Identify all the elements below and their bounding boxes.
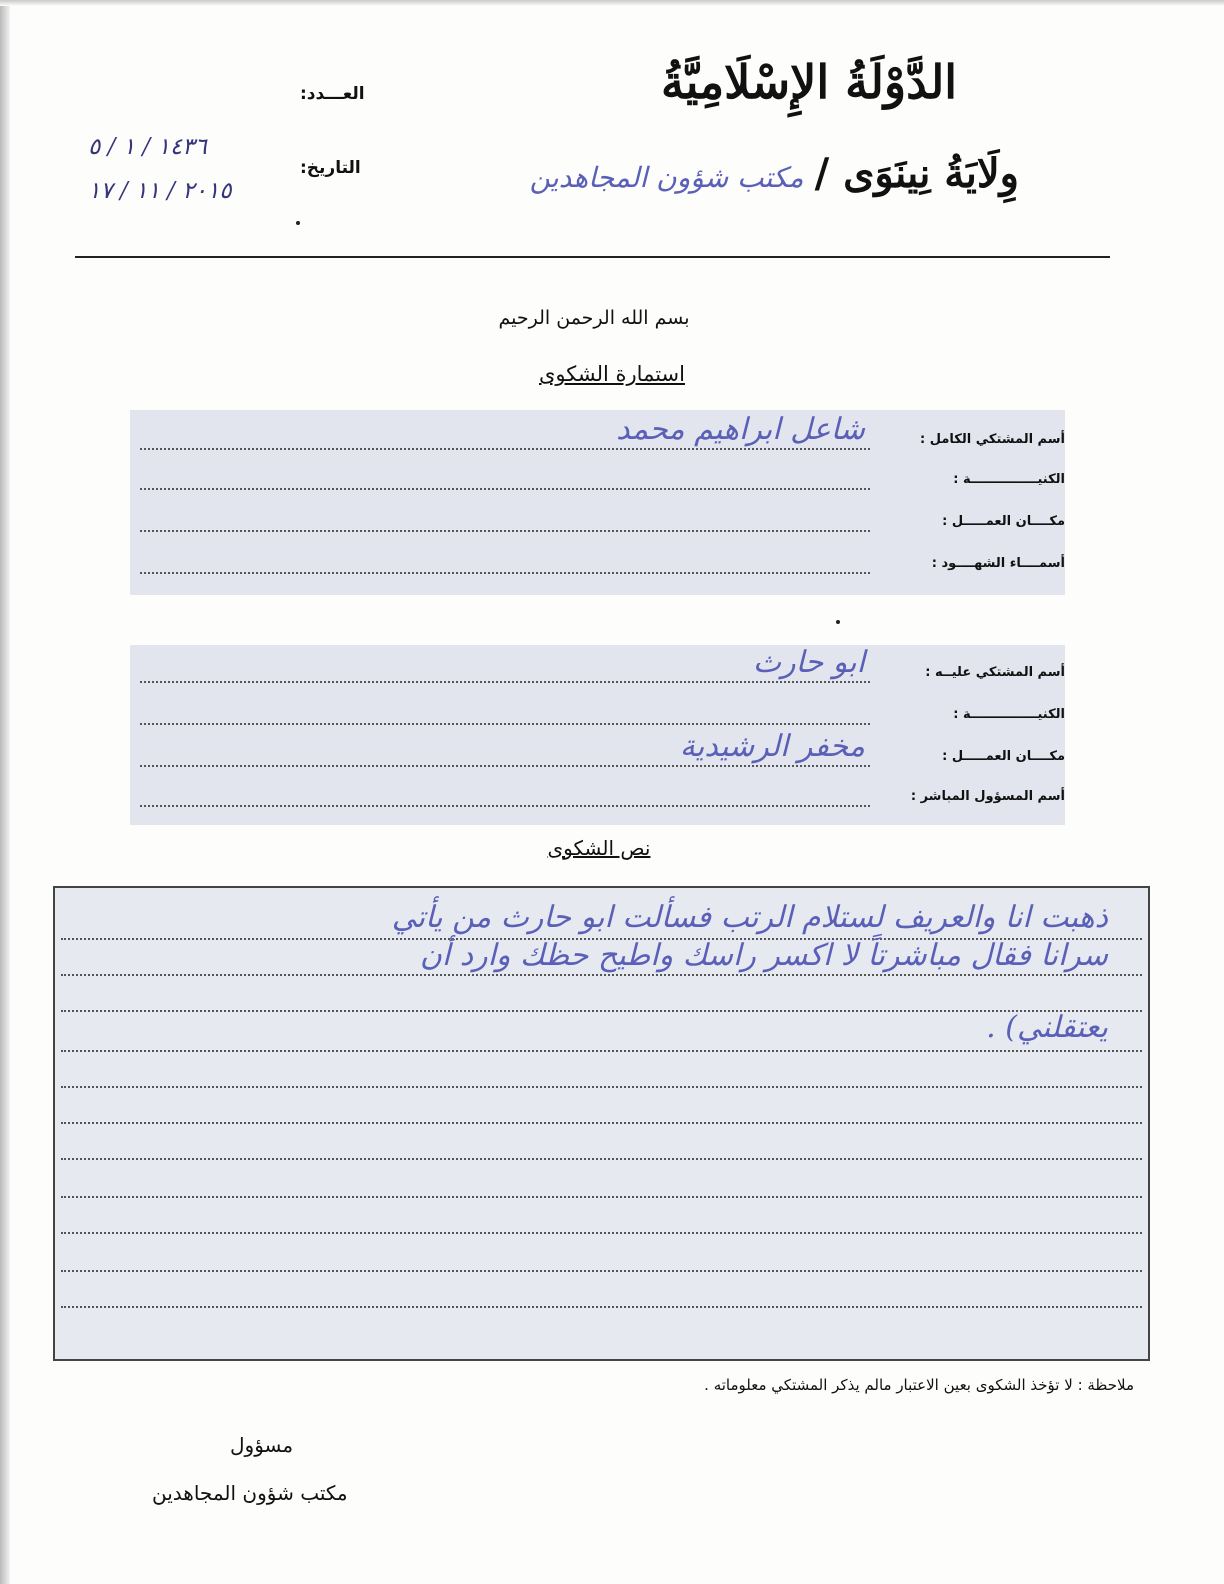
- dotted-line: [140, 448, 870, 450]
- field-label: أسم المشتكي عليــه :: [925, 665, 1065, 680]
- ink-dot: [836, 620, 840, 624]
- field-label: الكنيـــــــــــــــة :: [953, 707, 1065, 722]
- field-value: ابو حارث: [752, 645, 865, 680]
- scan-edge: [0, 0, 10, 1584]
- signature-title: مسؤول: [230, 1433, 294, 1457]
- complainant-workplace-field[interactable]: [130, 508, 1065, 538]
- province-line: [499, 150, 1019, 197]
- complaint-line: يعتقلني) .: [986, 1010, 1108, 1045]
- header-divider: [75, 256, 1110, 258]
- note: ملاحظة : لا تؤخذ الشكوى بعين الاعتبار مالم يذكر المشتكي معلوماته .: [704, 1376, 1134, 1394]
- complaint-line: ذهبت انا والعريف لستلام الرتب فسألت ابو حارث من يأتي: [391, 900, 1108, 935]
- province-name: وِلَايَةُ نِينَوَى /: [814, 150, 1019, 197]
- field-label: أسمــــاء الشهــــود :: [931, 556, 1065, 571]
- ruled-line: [61, 1306, 1142, 1308]
- basmala: بسم الله الرحمن الرحيم: [498, 307, 690, 329]
- date-gregorian: ٢٠١٥ / ١١ / ١٧: [88, 178, 232, 204]
- dotted-line: [140, 681, 870, 683]
- field-label: مكــــان العمـــــل :: [942, 514, 1065, 529]
- field-label: مكــــان العمـــــل :: [942, 749, 1065, 764]
- ruled-line: [61, 1050, 1142, 1052]
- dotted-line: [140, 765, 870, 767]
- dotted-line: [140, 805, 870, 807]
- defendant-workplace-field[interactable]: [130, 729, 1065, 773]
- complainant-name-field[interactable]: [130, 412, 1065, 456]
- complaint-text-box[interactable]: [53, 886, 1150, 1361]
- signature-office: مكتب شؤون المجاهدين: [152, 1481, 348, 1505]
- complainant-nickname-field[interactable]: [130, 466, 1065, 496]
- date-hijri: ١٤٣٦ / ١ / ٥: [88, 134, 207, 160]
- date-label: التاريخ:: [300, 158, 361, 178]
- defendant-name-field[interactable]: [130, 645, 1065, 689]
- ruled-line: [61, 1010, 1142, 1012]
- dotted-line: [140, 530, 870, 532]
- direct-supervisor-field[interactable]: [130, 783, 1065, 813]
- complaint-title: نص الشكوى: [547, 836, 651, 860]
- defendant-section: [130, 645, 1065, 825]
- complaint-line: سرانا فقال مباشرتاً لا اكسر راسك واطيح حظك وارد أن: [419, 938, 1108, 973]
- dotted-line: [140, 723, 870, 725]
- ruled-line: [61, 1158, 1142, 1160]
- ruled-line: [61, 1270, 1142, 1272]
- number-label: العـــدد:: [300, 84, 365, 104]
- dotted-line: [140, 488, 870, 490]
- form-title: استمارة الشكوى: [539, 362, 685, 386]
- field-value: مخفر الرشيدية: [679, 729, 865, 764]
- ink-dot: [296, 221, 300, 225]
- office-handwritten: مكتب شؤون المجاهدين: [529, 161, 804, 194]
- field-value: شاعل ابراهيم محمد: [616, 412, 865, 447]
- ruled-line: [61, 974, 1142, 976]
- scan-edge-top: [0, 0, 1224, 6]
- field-label: أسم المشتكي الكامل :: [920, 432, 1065, 447]
- defendant-nickname-field[interactable]: [130, 701, 1065, 731]
- field-label: الكنيـــــــــــــــة :: [953, 472, 1065, 487]
- ruled-line: [61, 1196, 1142, 1198]
- ruled-line: [61, 1232, 1142, 1234]
- ruled-line: [61, 1122, 1142, 1124]
- complainant-section: [130, 410, 1065, 595]
- field-label: أسم المسؤول المباشر :: [910, 789, 1065, 804]
- ruled-line: [61, 1086, 1142, 1088]
- dotted-line: [140, 572, 870, 574]
- state-title: الدَّوْلَةُ الإِسْلَامِيَّةُ: [660, 55, 958, 109]
- witnesses-field[interactable]: [130, 550, 1065, 580]
